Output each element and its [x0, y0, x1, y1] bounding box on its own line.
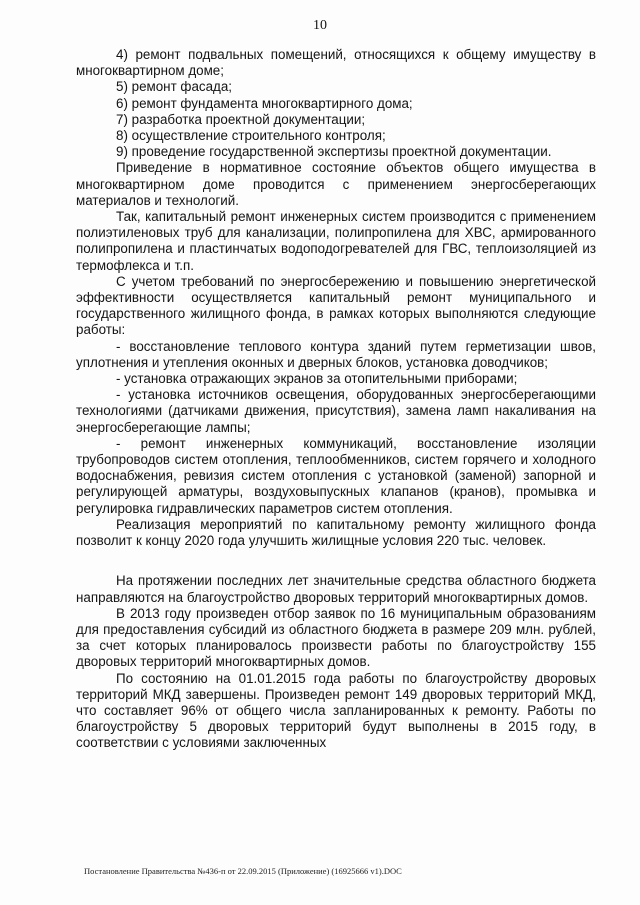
paragraph-capital-repair-engineering: Так, капитальный ремонт инженерных систем производится с применением полиэтиленовых труб для канализации, полипропилена для ХВС, армированного полипропилена и пластинчатых водоподогревателей для ГВС, теплоизоляцией из термофлекса и т.п.	[76, 209, 596, 273]
paragraph-selection-2013: В 2013 году произведен отбор заявок по 16 муниципальным образованиям для предоставления субсидий из областного бюджета в размере 209 млн. рублей, за счет которых планировалось произвести работы по благоустройству 155 дворовых территорий многоквартирных домов.	[76, 605, 596, 670]
yard-improvement-section	[76, 573, 596, 751]
paragraph-bullet-thermal-contour: - восстановление теплового контура зданий путем герметизации швов, уплотнения и утепления оконных и дверных блоков, установка доводчиков;	[76, 338, 596, 370]
paragraph-bullet-reflective-screens: - установка отражающих экранов за отопительными приборами;	[116, 371, 518, 387]
paragraph-program-result: Реализация мероприятий по капитальному ремонту жилищного фонда позволит к концу 2020 года улучшить жилищные условия 220 тыс. человек.	[76, 516, 596, 549]
paragraph-regional-budget: На протяжении последних лет значительные средства областного бюджета направляются на благоустройство дворовых территорий многоквартирных домов.	[76, 573, 596, 605]
paragraph-item-8: 8) осуществление строительного контроля;	[116, 128, 386, 144]
repair-works-section	[76, 47, 596, 549]
paragraph-item-4: 4) ремонт подвальных помещений, относящихся к общему имуществу в многоквартирном доме;	[76, 47, 596, 79]
paragraph-item-6: 6) ремонт фундамента многоквартирного дома;	[116, 95, 413, 111]
paragraph-item-9: 9) проведение государственной экспертизы проектной документации.	[116, 144, 552, 160]
section-gap	[76, 549, 596, 573]
paragraph-energy-saving-intro: Приведение в нормативное состояние объектов общего имущества в многоквартирном доме проводится с применением энергосберегающих материалов и технологий.	[76, 160, 596, 208]
paragraph-bullet-engineering-communications: - ремонт инженерных коммуникаций, восстановление изоляции трубопроводов систем отопления, теплообменников, систем горячего и холодного водоснабжения, ревизия систем отопления с установкой (заменой) запорной и регулирующей арматуры, воздуховыпускных клапанов (кранов), промывка и регулировка гидравлических параметров систем отопления.	[76, 435, 596, 516]
paragraph-item-5: 5) ремонт фасада;	[116, 79, 233, 95]
document-footer: Постановление Правительства №436-п от 22.09.2015 (Приложение) (16925666 v1).DOC	[84, 866, 402, 876]
paragraph-bullet-lighting: - установка источников освещения, оборудованных энергосберегающими технологиями (датчиками движения, присутствия), замена ламп накаливания на энергосберегающие лампы;	[76, 387, 596, 435]
paragraph-item-7: 7) разработка проектной документации;	[116, 111, 366, 127]
document-body	[76, 47, 596, 752]
paragraph-status-2015: По состоянию на 01.01.2015 года работы по благоустройству дворовых территорий МКД завершены. Произведен ремонт 149 дворовых территорий МКД, что составляет 96% от общего числа запланированных к ремонту. Работы по благоустройству 5 дворовых территорий будут выполнены в 2015 году, в соответствии с условиями заключенных	[76, 670, 596, 751]
page-number: 10	[313, 18, 327, 33]
paragraph-energy-efficiency-requirements: С учетом требований по энергосбережению и повышению энергетической эффективности осуществляется капитальный ремонт муниципального и государственного жилищного фонда, в рамках которых выполняются следующие работы:	[76, 273, 596, 338]
